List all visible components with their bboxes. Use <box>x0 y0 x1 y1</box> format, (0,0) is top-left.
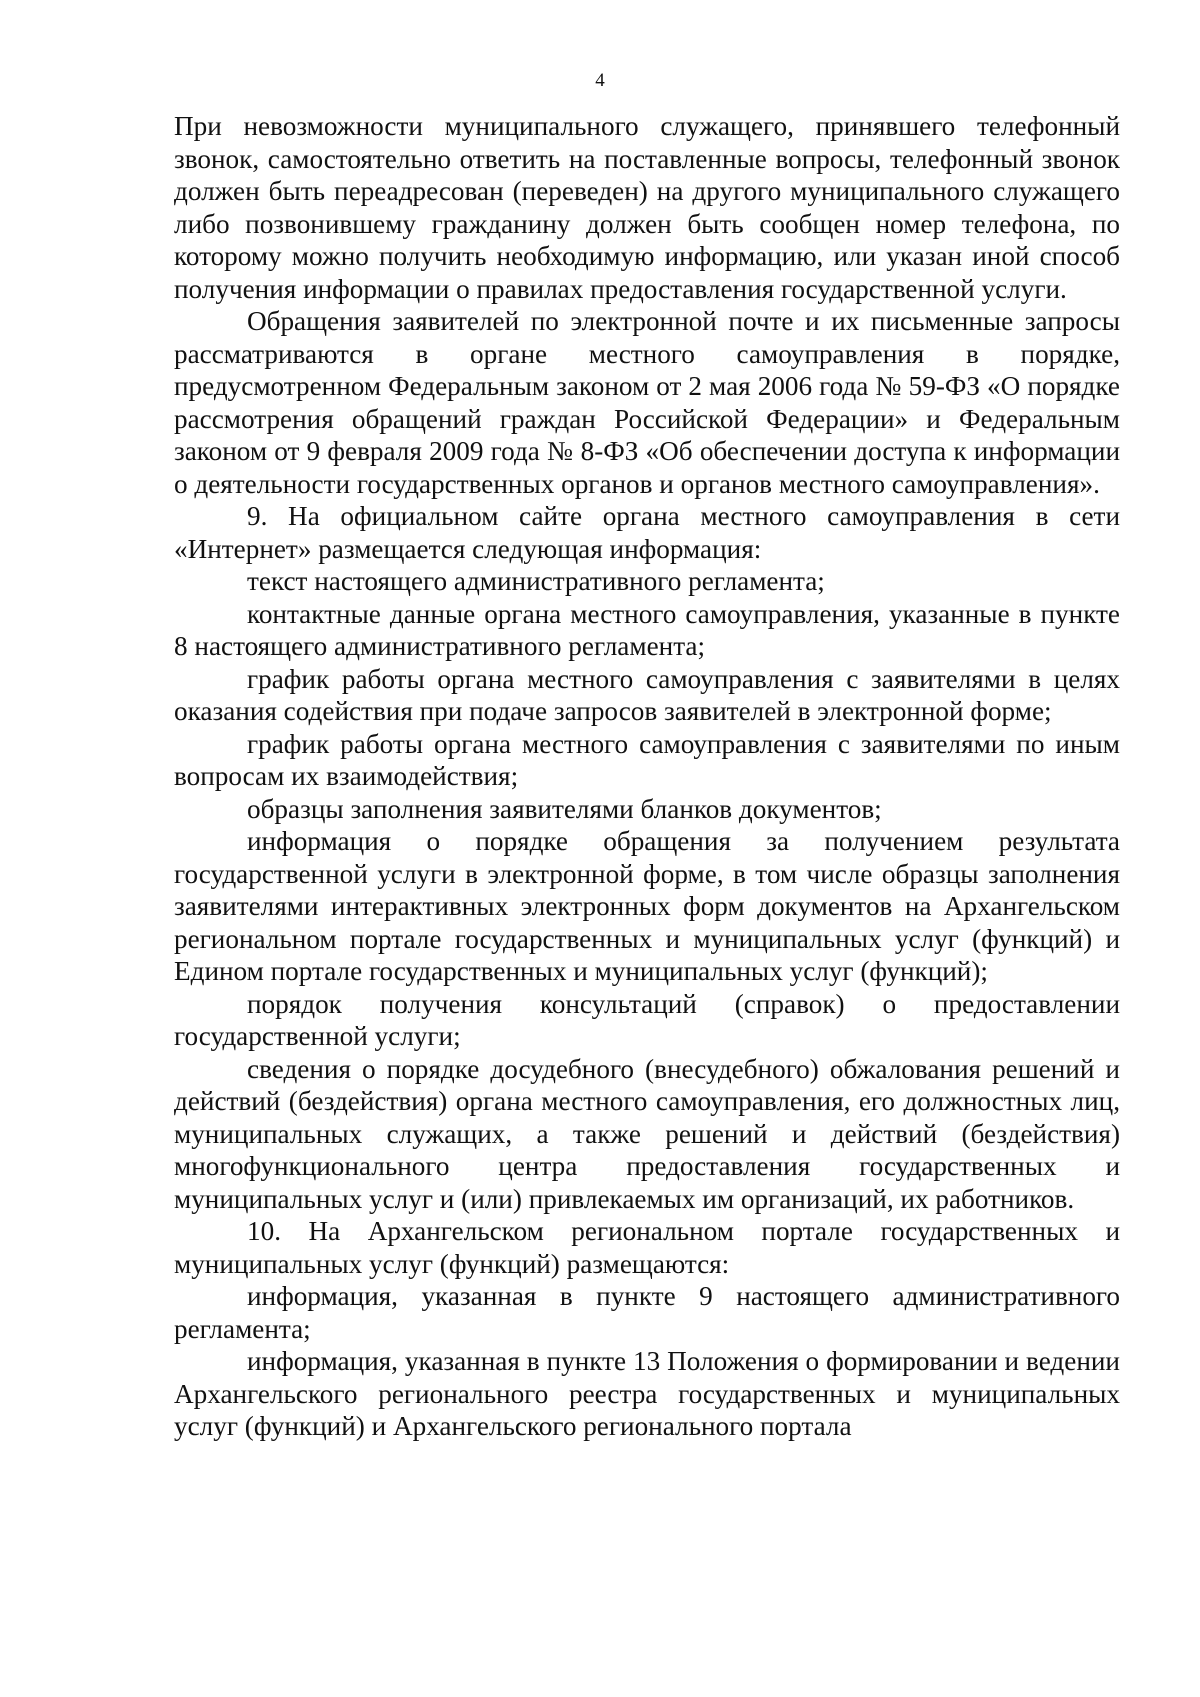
list-item: график работы органа местного самоуправления с заявителями по иным вопросам их взаимодействия; <box>174 728 1120 791</box>
list-item: информация, указанная в пункте 13 Положения о формировании и ведении Архангельского регионального реестра государственных и муниципальных услуг (функций) и Архангельского регионального портала <box>174 1346 1120 1441</box>
list-item: сведения о порядке досудебного (внесудебного) обжалования решений и действий (бездействия) органа местного самоуправления, его должностных лиц, муниципальных служащих, а также решений и действий (бездействия) многофункционального центра предоставления государственных и муниципальных услуг и (или) привлекаемых им организаций, их работников. <box>174 1053 1120 1214</box>
list-item: информация о порядке обращения за получением результата государственной услуги в электронной форме, в том числе образцы заполнения заявителями интерактивных электронных форм документов на Архангельском региональном портале государственных и муниципальных услуг (функций) и Едином портале государственных и муниципальных услуг (функций); <box>174 826 1120 986</box>
document-body <box>174 110 1120 1443</box>
page-number: 4 <box>595 70 605 91</box>
paragraph: 10. На Архангельском региональном портале государственных и муниципальных услуг (функций) размещаются: <box>174 1216 1120 1279</box>
paragraph: При невозможности муниципального служащего, принявшего телефонный звонок, самостоятельно ответить на поставленные вопросы, телефонный звонок должен быть переадресован (переведен) на другого муниципального служащего либо позвонившему гражданину должен быть сообщен номер телефона, по которому можно получить необходимую информацию, или указан иной способ получения информации о правилах предоставления государственной услуги. <box>174 111 1120 304</box>
paragraph: Обращения заявителей по электронной почте и их письменные запросы рассматриваются в органе местного самоуправления в порядке, предусмотренном Федеральным законом от 2 мая 2006 года № 59-ФЗ «О порядке рассмотрения обращений граждан Российской Федерации» и Федеральным законом от 9 февраля 2009 года № 8-ФЗ «Об обеспечении доступа к информации о деятельности государственных органов и органов местного самоуправления». <box>174 306 1120 499</box>
list-item: информация, указанная в пункте 9 настоящего административного регламента; <box>174 1281 1120 1344</box>
list-item: контактные данные органа местного самоуправления, указанные в пункте 8 настоящего административного регламента; <box>174 598 1120 661</box>
list-item: текст настоящего административного регламента; <box>247 566 825 596</box>
list-item: образцы заполнения заявителями бланков документов; <box>247 793 882 824</box>
paragraph: 9. На официальном сайте органа местного самоуправления в сети «Интернет» размещается следующая информация: <box>174 501 1120 564</box>
list-item: порядок получения консультаций (справок) о предоставлении государственной услуги; <box>174 988 1120 1051</box>
list-item: график работы органа местного самоуправления с заявителями в целях оказания содействия при подаче запросов заявителей в электронной форме; <box>174 663 1120 726</box>
